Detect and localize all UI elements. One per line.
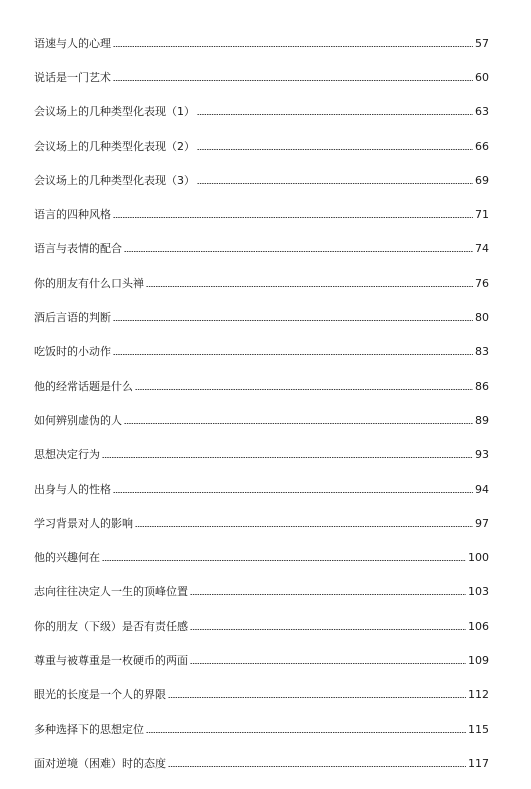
toc-entry-page: 112 bbox=[468, 688, 489, 702]
toc-entry-title: 会议场上的几种类型化表现（2） bbox=[34, 139, 195, 153]
toc-entry[interactable] bbox=[34, 60, 489, 94]
toc-entry[interactable] bbox=[34, 129, 489, 163]
toc-entry[interactable] bbox=[34, 232, 489, 266]
toc-entry-page: 74 bbox=[475, 242, 489, 256]
toc-entry-title: 你的朋友（下级）是否有责任感 bbox=[34, 619, 188, 633]
toc-entry[interactable] bbox=[34, 300, 489, 334]
dot-leader bbox=[135, 388, 473, 391]
toc-entry-page: 97 bbox=[475, 516, 489, 530]
toc-entry[interactable] bbox=[34, 472, 489, 506]
toc-entry[interactable] bbox=[34, 335, 489, 369]
toc-entry-page: 60 bbox=[475, 70, 489, 84]
toc-entry-page: 86 bbox=[475, 379, 489, 393]
toc-entry-title: 酒后言语的判断 bbox=[34, 311, 111, 325]
toc-entry-page: 80 bbox=[475, 311, 489, 325]
toc-entry[interactable] bbox=[34, 403, 489, 437]
dot-leader bbox=[190, 593, 466, 596]
toc-entry-page: 69 bbox=[475, 173, 489, 187]
toc-entry[interactable] bbox=[34, 266, 489, 300]
toc-entry-page: 115 bbox=[468, 722, 489, 736]
dot-leader bbox=[113, 491, 473, 494]
toc-entry-page: 89 bbox=[475, 413, 489, 427]
table-of-contents bbox=[34, 26, 489, 781]
toc-entry-page: 57 bbox=[475, 36, 489, 50]
dot-leader bbox=[102, 456, 473, 459]
toc-entry-page: 71 bbox=[475, 208, 489, 222]
toc-entry-page: 117 bbox=[468, 756, 489, 770]
toc-entry-title: 会议场上的几种类型化表现（1） bbox=[34, 105, 195, 119]
toc-entry[interactable] bbox=[34, 163, 489, 197]
dot-leader bbox=[168, 696, 466, 699]
dot-leader bbox=[113, 216, 473, 219]
dot-leader bbox=[190, 662, 466, 665]
toc-entry-page: 83 bbox=[475, 345, 489, 359]
dot-leader bbox=[197, 113, 473, 116]
dot-leader bbox=[113, 45, 473, 48]
toc-entry-title: 多种选择下的思想定位 bbox=[34, 722, 144, 736]
toc-entry-title: 语速与人的心理 bbox=[34, 36, 111, 50]
toc-entry-title: 他的兴趣何在 bbox=[34, 551, 100, 565]
toc-entry[interactable] bbox=[34, 746, 489, 780]
toc-entry[interactable] bbox=[34, 575, 489, 609]
toc-entry-page: 66 bbox=[475, 139, 489, 153]
toc-entry-title: 学习背景对人的影响 bbox=[34, 516, 133, 530]
toc-entry-title: 他的经常话题是什么 bbox=[34, 379, 133, 393]
dot-leader bbox=[146, 285, 473, 288]
toc-entry-title: 你的朋友有什么口头禅 bbox=[34, 276, 144, 290]
toc-entry[interactable] bbox=[34, 712, 489, 746]
toc-entry-title: 面对逆境（困难）时的态度 bbox=[34, 756, 166, 770]
toc-entry-title: 如何辨别虚伪的人 bbox=[34, 413, 122, 427]
dot-leader bbox=[135, 525, 473, 528]
toc-entry-title: 语言的四种风格 bbox=[34, 208, 111, 222]
dot-leader bbox=[168, 765, 466, 768]
dot-leader bbox=[190, 628, 466, 631]
toc-entry[interactable] bbox=[34, 609, 489, 643]
dot-leader bbox=[197, 182, 473, 185]
toc-entry-page: 103 bbox=[468, 585, 489, 599]
toc-entry[interactable] bbox=[34, 506, 489, 540]
dot-leader bbox=[146, 731, 466, 734]
dot-leader bbox=[124, 250, 473, 253]
toc-entry-title: 说话是一门艺术 bbox=[34, 70, 111, 84]
toc-entry-page: 109 bbox=[468, 653, 489, 667]
dot-leader bbox=[102, 559, 466, 562]
toc-entry-title: 志向往往决定人一生的顶峰位置 bbox=[34, 585, 188, 599]
toc-entry-title: 会议场上的几种类型化表现（3） bbox=[34, 173, 195, 187]
toc-entry-page: 106 bbox=[468, 619, 489, 633]
toc-entry-page: 76 bbox=[475, 276, 489, 290]
toc-entry-page: 93 bbox=[475, 448, 489, 462]
toc-entry[interactable] bbox=[34, 438, 489, 472]
toc-entry-title: 吃饭时的小动作 bbox=[34, 345, 111, 359]
toc-entry-title: 出身与人的性格 bbox=[34, 482, 111, 496]
toc-entry[interactable] bbox=[34, 95, 489, 129]
dot-leader bbox=[124, 422, 473, 425]
toc-entry-title: 思想决定行为 bbox=[34, 448, 100, 462]
toc-entry[interactable] bbox=[34, 369, 489, 403]
toc-entry-page: 100 bbox=[468, 551, 489, 565]
dot-leader bbox=[113, 319, 473, 322]
toc-entry-title: 语言与表情的配合 bbox=[34, 242, 122, 256]
dot-leader bbox=[113, 353, 473, 356]
toc-entry[interactable] bbox=[34, 197, 489, 231]
toc-entry-title: 眼光的长度是一个人的界限 bbox=[34, 688, 166, 702]
dot-leader bbox=[197, 148, 473, 151]
toc-entry[interactable] bbox=[34, 540, 489, 574]
toc-entry[interactable] bbox=[34, 643, 489, 677]
toc-entry-title: 尊重与被尊重是一枚硬币的两面 bbox=[34, 653, 188, 667]
toc-entry[interactable] bbox=[34, 678, 489, 712]
toc-entry-page: 94 bbox=[475, 482, 489, 496]
toc-entry-page: 63 bbox=[475, 105, 489, 119]
dot-leader bbox=[113, 79, 473, 82]
toc-entry[interactable] bbox=[34, 26, 489, 60]
